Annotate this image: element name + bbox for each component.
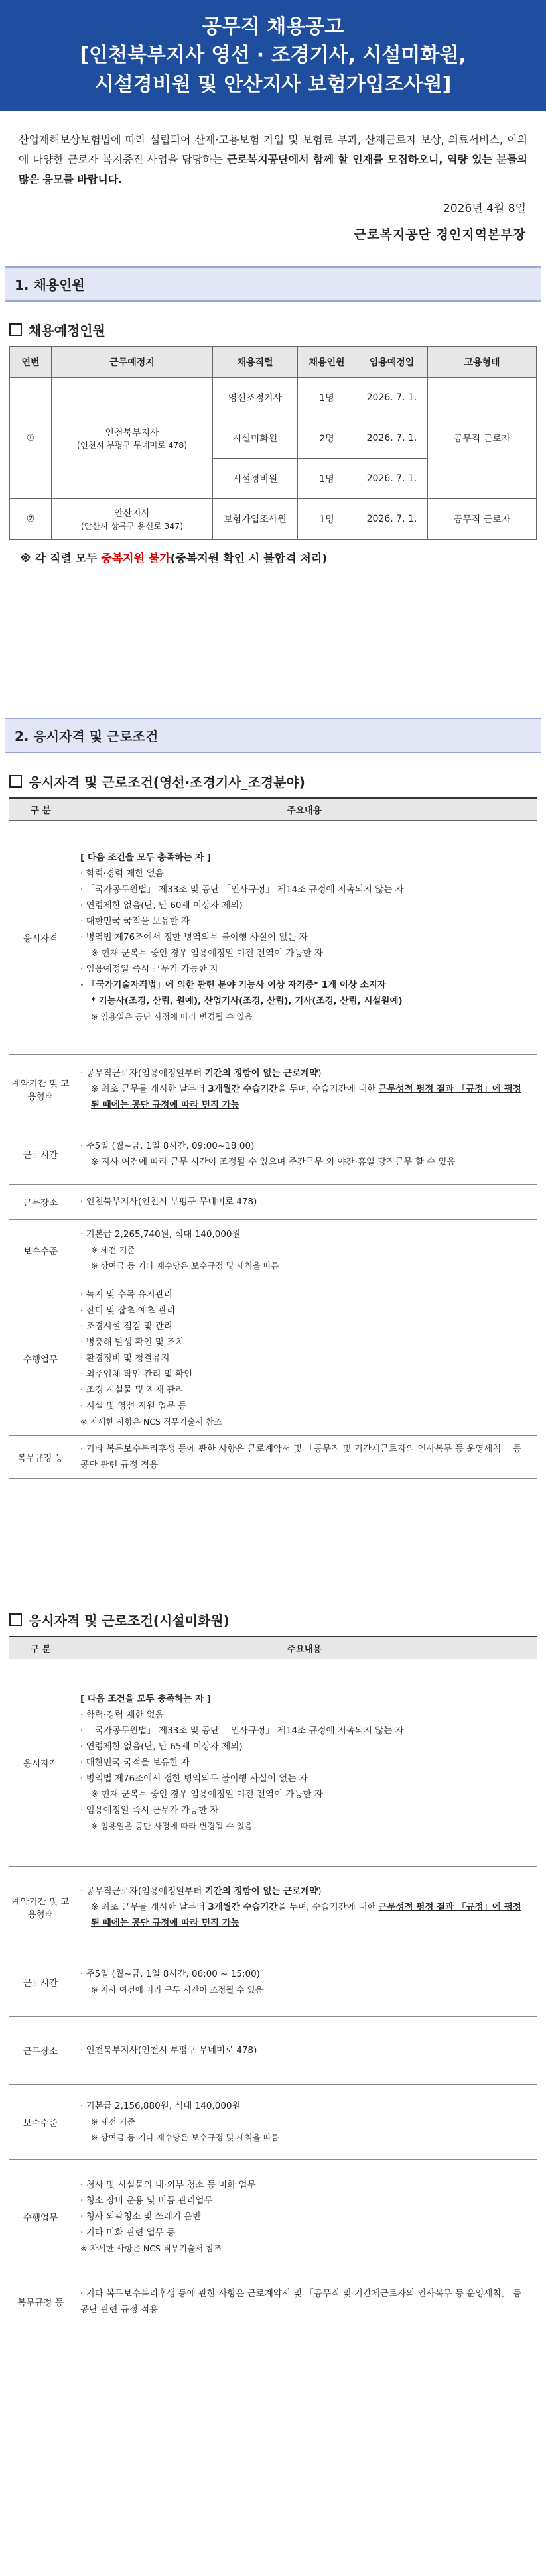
place-row: 근무장소 · 인천북부지사(인천시 부평구 무네미로 478): [9, 1185, 537, 1220]
intro-paragraph: [0, 111, 546, 190]
intro-text: 산업재해보상보험법에 따라 설립되어 산재·고용보험 가입 및 보험료 부과, 산재근로자 보상, 의료서비스, 이외에 다양한 근로자 복지증진 사업을 담당하는: [19, 133, 527, 166]
rules-row: 복무규정 등 · 기타 복무보수복리후생 등에 관한 사항은 근로계약서 및 「공무직 및 기간제근로자의 인사복무 등 운영세칙」 등 공단 관련 규정 적용: [9, 2274, 537, 2329]
conditions-table-cleaning: 구 분 주요내용 응시자격 [ 다음 조건을 모두 충족하는 자 ] · 학력·경력 제한 없음 · 「국가공무원법」 제33조 및 공단 「인사규정」 제14조 규정에 저촉되지 않는 자 · 연령제한 없음(단, 만 65세 이상자 제외) · 대한민국 국적을 보유한 자 · 병역법 제76조에서 정한 병역의무 불이행 사실이 없는 자 ※ 현재 군복무 중인 경우 임용예정일 이전 전역이 가능한 자 · 임용예정일 즉시 근무가 가능한 자 ※ 임용일은 공단 사정에 따라 변경될 수 있음 계약기간 및 고용형태 · 공무직근로자(임용예정일부터 기간의 정함이 없는 근로계약) ※ 최초 근무를 개시한 날부터 3개월간 수습기간을 두며, 수습기간에 대한 근무성적 평정 결과 「규정」에 평정된 때에는 공단 규정에 따라 면직 가능 근로시간 · 주5일 (월~금, 1일 8시간, 06:00 ~ 15:00) ※ 지사 여건에 따라 근무 시간이 조정될 수 있음 근무장소 · 인천북부지사(인천시 부평구 무네미로 478) 보수수준 · 기본급 2,156,880원, 식대 140,000원 ※ 세전 기준 ※ 상여금 등 기타 제수당은 보수규정 및 세칙을 따름 수행업무 · 청사 및 시설물의 내·외부 청소 등 미화 업무 · 청소 장비 운용 및 비품 관리업무 · 청사 외곽청소 및 쓰레기 운반 · 기타 미화 관련 업무 등 ※ 자세한 사항은 NCS 직무기술서 참조 복무규정 등 · 기타 복무보수복리후생 등에 관한 사항은 근로계약서 및 「공무직 및 기간제근로자의 인사복무 등 운영세칙」 등 공단 관련 규정 적용: [9, 1636, 537, 2329]
duty-row: 수행업무 · 녹지 및 수목 유지관리 · 잔디 및 잡초 예초 관리 · 조경시설 점검 및 관리 · 병충해 발생 확인 및 조치 · 환경정비 및 청결유지 · 외주업체 작업 관리 및 확인 · 조경 시설물 및 자재 관리 · 시설 및 영선 지원 업무 등 ※ 자세한 사항은 NCS 직무기술서 참조: [9, 1281, 537, 1436]
col-header: 근무예정지: [52, 347, 213, 378]
table-a-subtitle: 응시자격 및 근로조건(영선·조경기사_조경분야): [9, 772, 537, 791]
contract-row: 계약기간 및 고용형태 · 공무직근로자(임용예정일부터 기간의 정함이 없는 근로계약) ※ 최초 근무를 개시한 날부터 3개월간 수습기간을 두며, 수습기간에 대한 근무성적 평정 결과 「규정」에 평정된 때에는 공단 규정에 따라 면직 가능: [9, 1867, 537, 1948]
qualification-row: 응시자격 [ 다음 조건을 모두 충족하는 자 ] · 학력·경력 제한 없음 · 「국가공무원법」 제33조 및 공단 「인사규정」 제14조 규정에 저촉되지 않는 자 · 연령제한 없음(단, 만 65세 이상자 제외) · 대한민국 국적을 보유한 자 · 병역법 제76조에서 정한 병역의무 불이행 사실이 없는 자 ※ 현재 군복무 중인 경우 임용예정일 이전 전역이 가능한 자 · 임용예정일 즉시 근무가 가능한 자 ※ 임용일은 공단 사정에 따라 변경될 수 있음: [9, 1659, 537, 1867]
pay-row: 보수수준 · 기본급 2,156,880원, 식대 140,000원 ※ 세전 기준 ※ 상여금 등 기타 제수당은 보수규정 및 세칙을 따름: [9, 2085, 537, 2160]
col-header: 임용예정일: [356, 347, 428, 378]
col-header: 채용인원: [298, 347, 356, 378]
checkbox-square-icon: [9, 323, 22, 336]
title-line-3: 시설경비원 및 안산지사 보험가입조사원]: [94, 73, 452, 96]
row-number: ①: [10, 378, 52, 499]
table-b-subtitle: 응시자격 및 근로조건(시설미화원): [9, 1610, 537, 1629]
intro-emphasis: 근로복지공단에서 함께 할 인재를 모집하오니, 역량 있는 분들의 많은 응모를 바랍니다.: [19, 153, 527, 186]
checkbox-square-icon: [9, 775, 22, 788]
qualification-row: 응시자격 [ 다음 조건을 모두 충족하는 자 ] · 학력·경력 제한 없음 · 「국가공무원법」 제33조 및 공단 「인사규정」 제14조 규정에 저촉되지 않는 자 · 연령제한 없음(단, 만 60세 이상자 제외) · 대한민국 국적을 보유한 자 · 병역법 제76조에서 정한 병역의무 불이행 사실이 없는 자 ※ 현재 군복무 중인 경우 임용예정일 이전 전역이 가능한 자 · 임용예정일 즉시 근무가 가능한 자 · 「국가기술자격법」에 의한 관련 분야 기능사 이상 자격증* 1개 이상 소지자 * 기능사(조경, 산림, 원예), 산업기사(조경, 산림), 기사(조경, 산림, 시설원예) ※ 임용일은 공단 사정에 따라 변경될 수 있음: [9, 821, 537, 1055]
announcement-date: 2026년 4월 8일: [443, 202, 526, 215]
pay-row: 보수수준 · 기본급 2,265,740원, 식대 140,000원 ※ 세전 기준 ※ 상여금 등 기타 제수당은 보수규정 및 세칙을 따름: [9, 1220, 537, 1281]
section-1-title: 1. 채용인원: [5, 266, 541, 302]
hours-row: 근로시간 · 주5일 (월~금, 1일 8시간, 09:00~18:00) ※ 지사 여건에 따라 근무 시간이 조정될 수 있으며 주간근무 외 야간·휴일 당직근무 할 수 있음: [9, 1124, 537, 1185]
rules-row: 복무규정 등 · 기타 복무보수복리후생 등에 관한 사항은 근로계약서 및 「공무직 및 기간제근로자의 인사복무 등 운영세칙」 등 공단 관련 규정 적용: [9, 1436, 537, 1479]
table-row: ① 인천북부지사 (인천시 부평구 무네미로 478) 영선조경기사 1명 2026. 7. 1. 공무직 근로자: [10, 378, 537, 418]
title-line-2: [인천북부지사 영선 · 조경기사, 시설미화원,: [80, 44, 466, 67]
hours-row: 근로시간 · 주5일 (월~금, 1일 8시간, 06:00 ~ 15:00) ※ 지사 여건에 따라 근무 시간이 조정될 수 있음: [9, 1948, 537, 2017]
contract-row: 계약기간 및 고용형태 · 공무직근로자(임용예정일부터 기간의 정함이 없는 근로계약) ※ 최초 근무를 개시한 날부터 3개월간 수습기간을 두며, 수습기간에 대한 근무성적 평정 결과 「규정」에 평정된 때에는 공단 규정에 따라 면직 가능: [9, 1055, 537, 1124]
organization-name: 근로복지공단 경인지역본부장: [354, 227, 526, 242]
col-header: 채용직렬: [213, 347, 298, 378]
duplicate-application-note: ※ 각 직렬 모두 중복지원 불가(중복지원 확인 시 불합격 처리): [20, 552, 328, 565]
work-place: 인천북부지사 (인천시 부평구 무네미로 478): [52, 378, 213, 499]
table-row: 시설미화원 2명 2026. 7. 1.: [10, 418, 537, 459]
conditions-table-landscaping: 구 분 주요내용 응시자격 [ 다음 조건을 모두 충족하는 자 ] · 학력·경력 제한 없음 · 「국가공무원법」 제33조 및 공단 「인사규정」 제14조 규정에 저촉되지 않는 자 · 연령제한 없음(단, 만 60세 이상자 제외) · 대한민국 국적을 보유한 자 · 병역법 제76조에서 정한 병역의무 불이행 사실이 없는 자 ※ 현재 군복무 중인 경우 임용예정일 이전 전역이 가능한 자 · 임용예정일 즉시 근무가 가능한 자 · 「국가기술자격법」에 의한 관련 분야 기능사 이상 자격증* 1개 이상 소지자 * 기능사(조경, 산림, 원예), 산업기사(조경, 산림), 기사(조경, 산림, 시설원예) ※ 임용일은 공단 사정에 따라 변경될 수 있음 계약기간 및 고용형태 · 공무직근로자(임용예정일부터 기간의 정함이 없는 근로계약) ※ 최초 근무를 개시한 날부터 3개월간 수습기간을 두며, 수습기간에 대한 근무성적 평정 결과 「규정」에 평정된 때에는 공단 규정에 따라 면직 가능 근로시간 · 주5일 (월~금, 1일 8시간, 09:00~18:00) ※ 지사 여건에 따라 근무 시간이 조정될 수 있으며 주간근무 외 야간·휴일 당직근무 할 수 있음 근무장소 · 인천북부지사(인천시 부평구 무네미로 478) 보수수준 · 기본급 2,265,740원, 식대 140,000원 ※ 세전 기준 ※ 상여금 등 기타 제수당은 보수규정 및 세칙을 따름 수행업무 · 녹지 및 수목 유지관리 · 잔디 및 잡초 예초 관리 · 조경시설 점검 및 관리 · 병충해 발생 확인 및 조치 · 환경정비 및 청결유지 · 외주업체 작업 관리 및 확인 · 조경 시설물 및 자재 관리 · 시설 및 영선 지원 업무 등 ※ 자세한 사항은 NCS 직무기술서 참조 복무규정 등 · 기타 복무보수복리후생 등에 관한 사항은 근로계약서 및 「공무직 및 기간제근로자의 인사복무 등 운영세칙」 등 공단 관련 규정 적용: [9, 797, 537, 1479]
recruitment-table: [9, 346, 537, 540]
title-line-1: 공무직 채용공고: [202, 15, 344, 38]
col-header: 연번: [10, 347, 52, 378]
col-header: 고용형태: [428, 347, 537, 378]
section-2-title: 2. 응시자격 및 근로조건: [5, 718, 541, 753]
employment-type: 공무직 근로자: [428, 378, 537, 499]
place-row: 근무장소 · 인천북부지사(인천시 부평구 무네미로 478): [9, 2017, 537, 2085]
title-banner: [0, 0, 546, 111]
section-1-subtitle: 채용예정인원: [9, 320, 537, 339]
table-row: 시설경비원 1명 2026. 7. 1.: [10, 459, 537, 499]
duty-row: 수행업무 · 청사 및 시설물의 내·외부 청소 등 미화 업무 · 청소 장비 운용 및 비품 관리업무 · 청사 외곽청소 및 쓰레기 운반 · 기타 미화 관련 업무 등 ※ 자세한 사항은 NCS 직무기술서 참조: [9, 2160, 537, 2274]
table-row: ② 안산지사 (안산시 상록구 용신로 347) 보험가입조사원 1명 2026. 7. 1. 공무직 근로자: [10, 499, 537, 540]
checkbox-square-icon: [9, 1613, 22, 1626]
